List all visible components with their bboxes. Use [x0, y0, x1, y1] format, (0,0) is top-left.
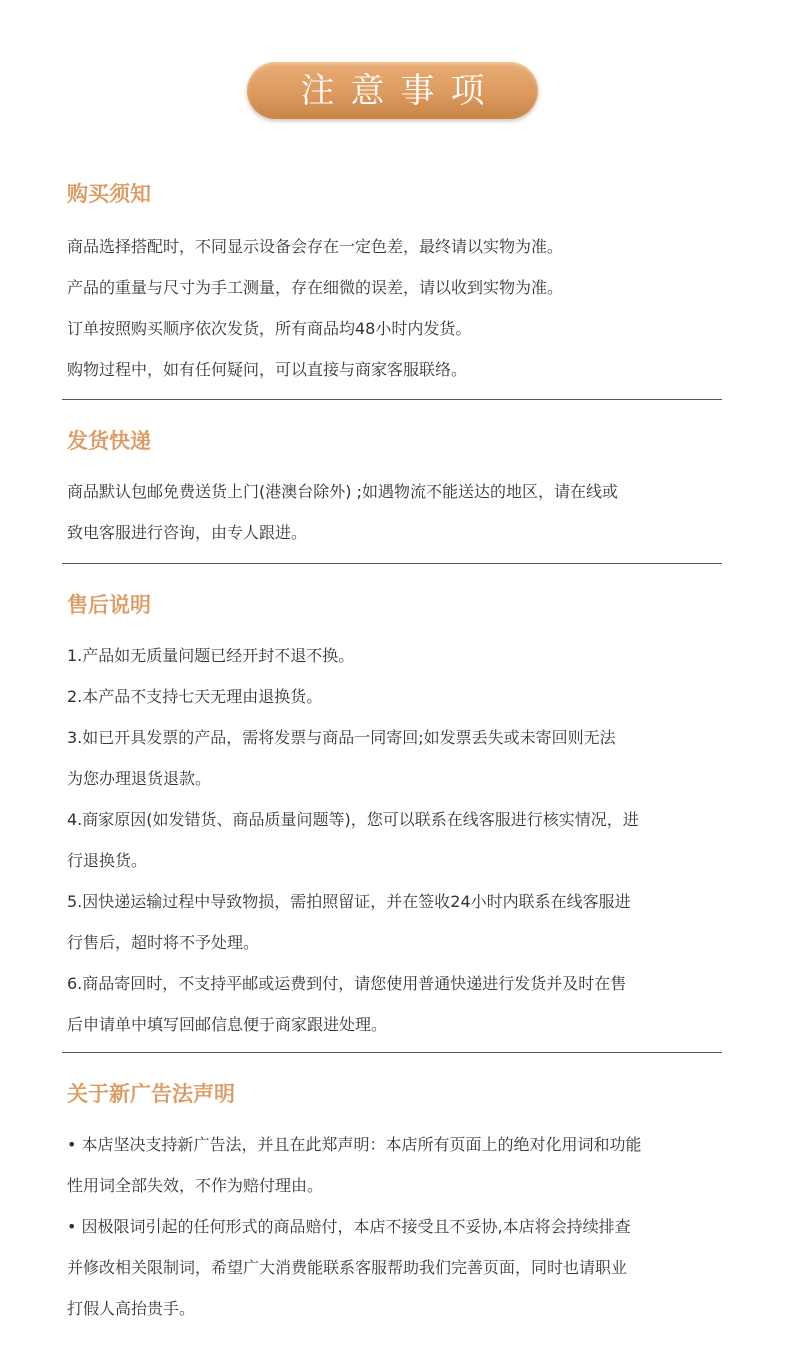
- divider: [62, 1052, 722, 1053]
- section-title: 关于新广告法声明: [67, 1082, 235, 1106]
- banner-title: 注意事项: [300, 70, 501, 111]
- section-title: 购买须知: [67, 182, 151, 206]
- text-line: 行退换货。: [67, 851, 148, 870]
- text-line: • 本店坚决支持新广告法，并且在此郑声明：本店所有页面上的绝对化用词和功能: [67, 1135, 642, 1154]
- section-ad-law-statement: [67, 1080, 723, 1329]
- text-line: 并修改相关限制词，希望广大消费能联系客服帮助我们完善页面，同时也请职业: [67, 1258, 628, 1277]
- divider: [62, 399, 722, 400]
- text-line: • 因极限词引起的任何形式的商品赔付，本店不接受且不妥协,本店将会持续排查: [67, 1217, 631, 1236]
- text-line: 3.如已开具发票的产品，需将发票与商品一同寄回;如发票丢失或未寄回则无法: [67, 728, 616, 747]
- text-line: 商品默认包邮免费送货上门(港澳台除外) ;如遇物流不能送达的地区，请在线或: [67, 482, 618, 501]
- divider: [62, 563, 722, 564]
- text-line: 打假人高抬贵手。: [67, 1299, 196, 1318]
- text-line: 1.产品如无质量问题已经开封不退不换。: [67, 646, 355, 665]
- section-shipping: [67, 427, 723, 553]
- text-line: 后申请单中填写回邮信息便于商家跟进处理。: [67, 1015, 388, 1034]
- text-line: 订单按照购买顺序依次发货，所有商品均48小时内发货。: [67, 319, 472, 338]
- text-line: 购物过程中，如有任何疑问，可以直接与商家客服联络。: [67, 360, 468, 379]
- section-purchase-notice: [67, 180, 723, 390]
- text-line: 4.商家原因(如发错货、商品质量问题等)，您可以联系在线客服进行核实情况，进: [67, 810, 639, 829]
- text-line: 6.商品寄回时，不支持平邮或运费到付，请您使用普通快递进行发货并及时在售: [67, 974, 627, 993]
- section-title: 发货快递: [67, 429, 151, 453]
- section-after-sales: [67, 591, 723, 1045]
- notice-banner: [247, 62, 538, 119]
- text-line: 性用词全部失效，不作为赔付理由。: [67, 1176, 324, 1195]
- text-line: 2.本产品不支持七天无理由退换货。: [67, 687, 323, 706]
- text-line: 产品的重量与尺寸为手工测量，存在细微的误差，请以收到实物为准。: [67, 278, 564, 297]
- text-line: 为您办理退货退款。: [67, 769, 212, 788]
- text-line: 商品选择搭配时，不同显示设备会存在一定色差，最终请以实物为准。: [67, 237, 564, 256]
- text-line: 5.因快递运输过程中导致物损，需拍照留证，并在签收24小时内联系在线客服进: [67, 892, 631, 911]
- text-line: 行售后，超时将不予处理。: [67, 933, 260, 952]
- text-line: 致电客服进行咨询，由专人跟进。: [67, 523, 308, 542]
- section-title: 售后说明: [67, 593, 151, 617]
